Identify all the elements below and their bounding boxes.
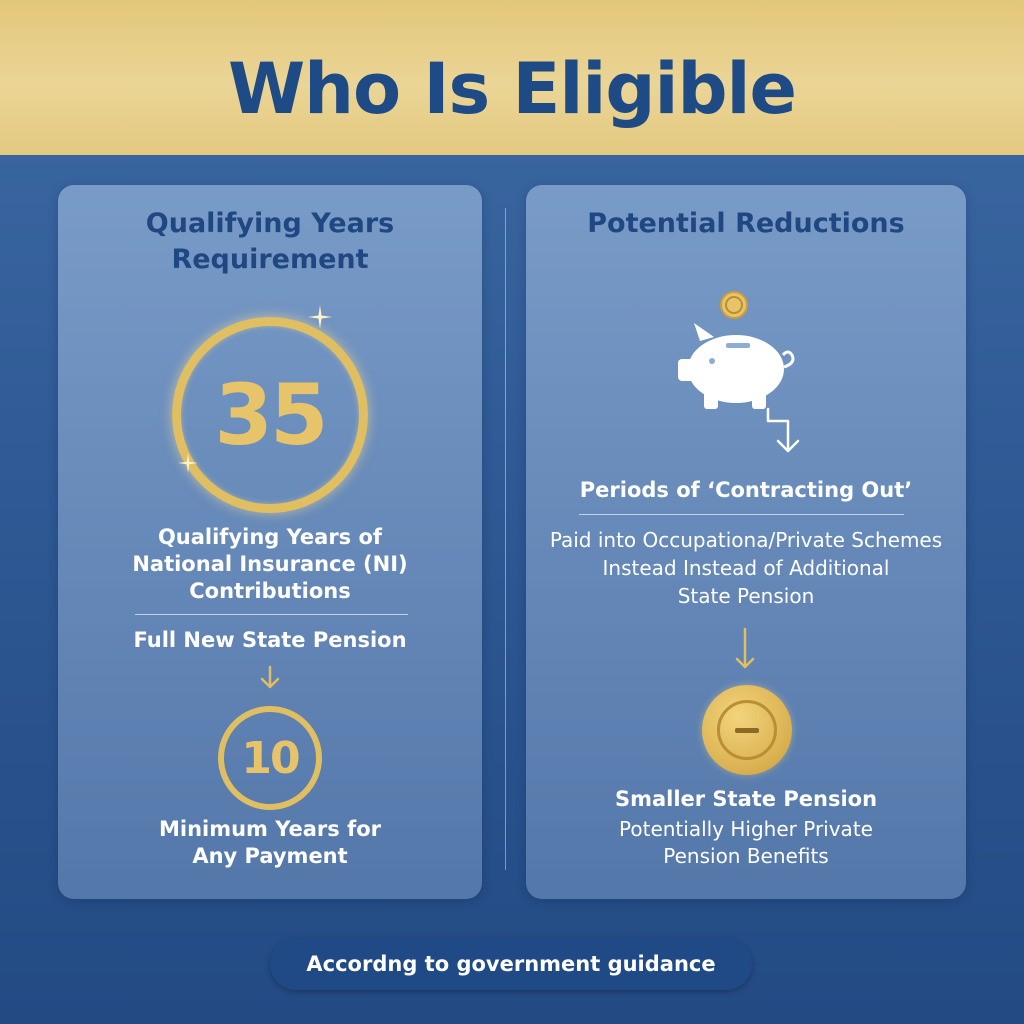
header-banner <box>0 0 1024 155</box>
panel-heading-line1: Qualifying Years <box>145 208 395 239</box>
desc-line1: Qualifying Years of <box>157 525 383 549</box>
smaller-pension-label: Smaller State Pension <box>614 787 878 811</box>
paid-line2: Instead Instead of Additional <box>602 556 890 580</box>
potential-reductions-panel <box>526 185 966 899</box>
arrow-down-right-icon <box>764 407 804 457</box>
piggy-bank-icon <box>676 317 798 413</box>
footer-badge <box>270 938 752 990</box>
arrow-down-icon <box>733 627 757 671</box>
qualifying-years-panel <box>58 185 482 899</box>
divider-line <box>579 514 904 515</box>
footer-text: Accordng to government guidance <box>306 952 716 976</box>
contracting-out-label: Periods of ‘Contracting Out’ <box>579 478 913 502</box>
arrow-down-icon <box>258 665 282 691</box>
years-10-badge <box>218 706 322 810</box>
desc-line3: Contributions <box>189 579 351 603</box>
sparkle-icon <box>178 453 198 473</box>
sparkle-icon <box>308 305 332 329</box>
page-title: Who Is Eligible <box>227 48 797 130</box>
small-number: 10 <box>241 732 299 784</box>
minus-coin-icon <box>702 685 792 775</box>
divider-line <box>135 614 408 615</box>
center-divider <box>505 208 506 870</box>
years-35-badge <box>172 317 368 513</box>
panel-heading: Potential Reductions <box>587 208 905 239</box>
coin-icon <box>719 290 749 320</box>
paid-line3: State Pension <box>677 584 815 608</box>
min-line2: Any Payment <box>192 844 348 868</box>
paid-line1: Paid into Occupationa/Private Schemes <box>549 528 943 552</box>
higher-line2: Pension Benefits <box>663 844 829 868</box>
min-line1: Minimum Years for <box>158 817 382 841</box>
higher-line1: Potentially Higher Private <box>619 817 873 841</box>
panel-heading-line2: Requirement <box>171 244 369 275</box>
desc-line2: National Insurance (NI) <box>132 552 408 576</box>
full-pension-label: Full New State Pension <box>133 628 407 652</box>
big-number: 35 <box>214 366 326 464</box>
